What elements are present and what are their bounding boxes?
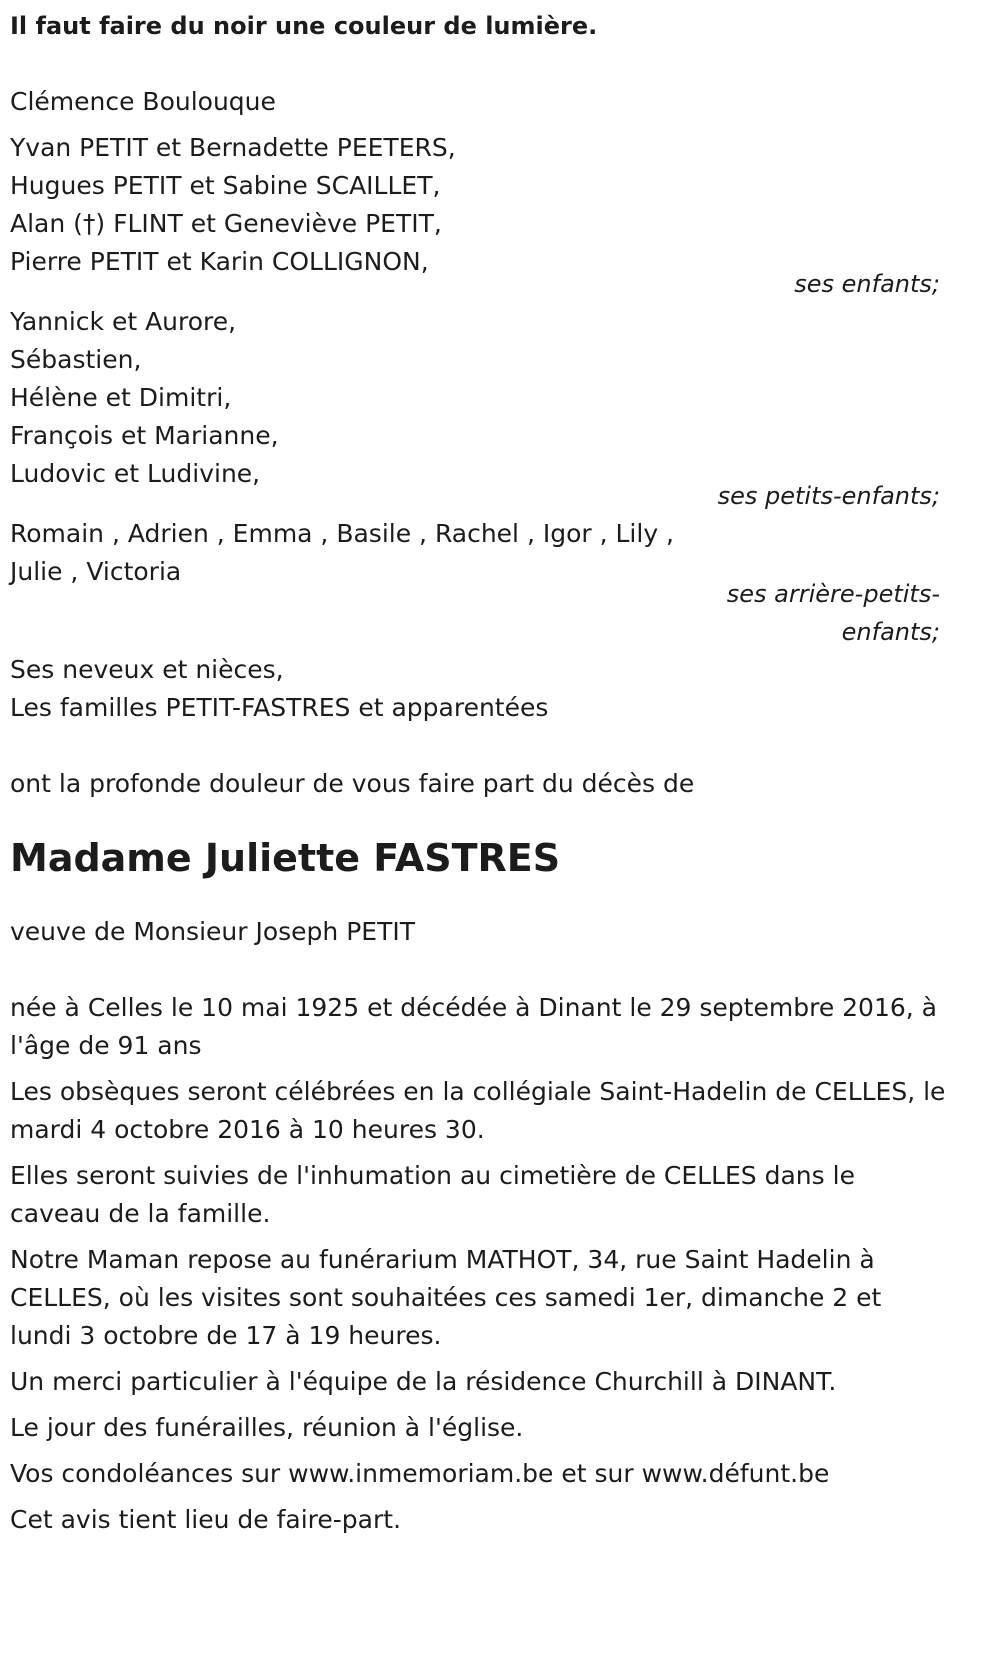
- great-grandchildren-role-cont: enfants;: [841, 618, 940, 646]
- deceased-name: Madame Juliette FASTRES: [10, 836, 561, 880]
- birth-death-paragraph: née à Celles le 10 mai 1925 et décédée à Dinant le 29 septembre 2016, à l'âge de 91 ans: [10, 993, 937, 1060]
- visitation-paragraph: Notre Maman repose au funérarium MATHOT, 34, rue Saint Hadelin à CELLES, où les visites sont souhaitées ces samedi 1er, dimanche 2 et lundi 3 octobre de 17 à 19 heures.: [10, 1245, 882, 1350]
- children-list: [10, 129, 990, 281]
- list-item: Yvan PETIT et Bernadette PEETERS,: [10, 133, 456, 162]
- epigraph-author: Clémence Boulouque: [10, 87, 276, 116]
- children-role: ses enfants;: [794, 270, 940, 298]
- epigraph-quote: Il faut faire du noir une couleur de lumière.: [10, 12, 598, 40]
- other-relatives: [10, 651, 990, 727]
- burial-paragraph: Elles seront suivies de l'inhumation au cimetière de CELLES dans le caveau de la famille.: [10, 1161, 855, 1228]
- meeting-paragraph: Le jour des funérailles, réunion à l'église.: [10, 1413, 524, 1442]
- great-grandchildren-role: ses arrière-petits-: [726, 580, 940, 608]
- list-item: Ses neveux et nièces,: [10, 655, 284, 684]
- list-item: Pierre PETIT et Karin COLLIGNON,: [10, 247, 429, 276]
- list-item: Romain , Adrien , Emma , Basile , Rachel , Igor , Lily ,: [10, 519, 675, 548]
- list-item: Yannick et Aurore,: [10, 307, 237, 336]
- list-item: Sébastien,: [10, 345, 142, 374]
- thanks-paragraph: Un merci particulier à l'équipe de la résidence Churchill à DINANT.: [10, 1367, 837, 1396]
- condolences-paragraph: Vos condoléances sur www.inmemoriam.be et sur www.défunt.be: [10, 1459, 830, 1488]
- grandchildren-role: ses petits-enfants;: [717, 482, 940, 510]
- grandchildren-list: [10, 303, 990, 493]
- notice-paragraph: Cet avis tient lieu de faire-part.: [10, 1505, 402, 1534]
- announcement-text: ont la profonde douleur de vous faire part du décès de: [10, 769, 695, 798]
- list-item: Hélène et Dimitri,: [10, 383, 232, 412]
- details-paragraphs: [10, 989, 990, 1539]
- list-item: Ludovic et Ludivine,: [10, 459, 261, 488]
- list-item: Julie , Victoria: [10, 557, 182, 586]
- list-item: François et Marianne,: [10, 421, 279, 450]
- list-item: Les familles PETIT-FASTRES et apparentées: [10, 693, 549, 722]
- list-item: Alan (†) FLINT et Geneviève PETIT,: [10, 209, 442, 238]
- funeral-paragraph: Les obsèques seront célébrées en la collégiale Saint-Hadelin de CELLES, le mardi 4 octobre 2016 à 10 heures 30.: [10, 1077, 946, 1144]
- list-item: Hugues PETIT et Sabine SCAILLET,: [10, 171, 441, 200]
- widow-of: veuve de Monsieur Joseph PETIT: [10, 917, 415, 946]
